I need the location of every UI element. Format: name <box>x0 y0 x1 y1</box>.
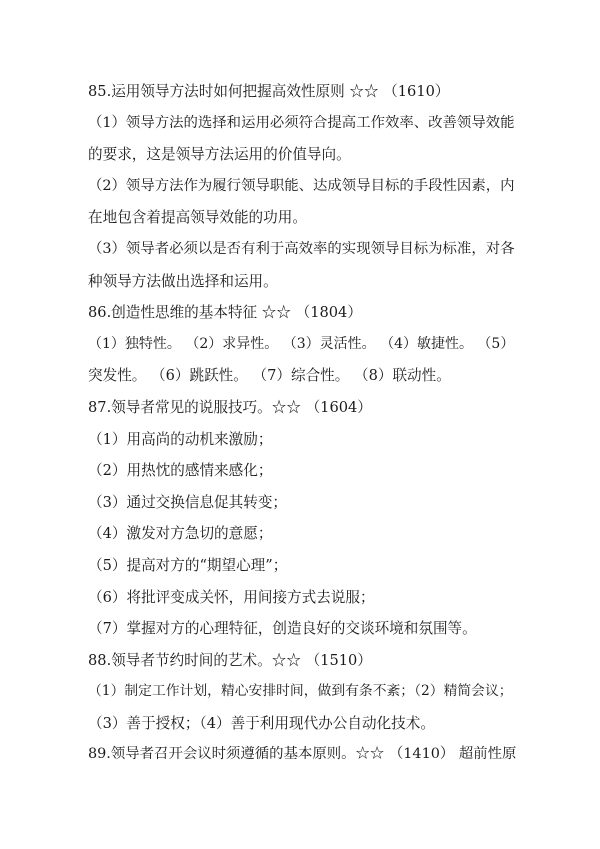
answer-85-line-3: （2）领导方法作为履行领导职能、达成领导目标的手段性因素，内 <box>88 177 515 194</box>
answer-88-line-2: （3）善于授权；（4）善于利用现代办公自动化技术。 <box>88 714 435 732</box>
answer-85-line-2: 的要求，这是领导方法运用的价值导向。 <box>88 146 351 164</box>
answer-86-line-2: 突发性。 （6）跳跃性。 （7）综合性。 （8）联动性。 <box>88 367 451 385</box>
answer-85-line-4: 在地包含着提高领导效能的功用。 <box>88 209 307 227</box>
question-88-heading: 88.领导者节约时间的艺术。☆☆ （1510） <box>88 651 372 669</box>
question-89-heading: 89.领导者召开会议时须遵循的基本原则。☆☆ （1410） 超前性原 <box>88 746 517 763</box>
answer-88-line-1: （1）制定工作计划，精心安排时间，做到有条不紊；（2）精简会议； <box>88 683 513 700</box>
answer-85-line-6: 种领导方法做出选择和运用。 <box>88 272 278 290</box>
answer-87-item-7: （7）掌握对方的心理特征，创造良好的交谈环境和氛围等。 <box>88 620 477 638</box>
question-86-heading: 86.创造性思维的基本特征 ☆☆ （1804） <box>88 304 362 322</box>
answer-87-item-6: （6）将批评变成关怀，用间接方式去说服； <box>88 588 375 606</box>
answer-87-item-3: （3）通过交换信息促其转变； <box>88 493 288 511</box>
answer-86-line-1: （1）独特性。 （2）求异性。 （3）灵活性。 （4）敏捷性。 （5） <box>88 335 515 352</box>
question-85-heading: 85.运用领导方法时如何把握高效性原则 ☆☆ （1610） <box>88 83 450 100</box>
answer-87-item-4: （4）激发对方急切的意愿； <box>88 525 273 543</box>
question-87-heading: 87.领导者常见的说服技巧。☆☆ （1604） <box>88 398 372 416</box>
answer-87-item-5: （5）提高对方的“期望心理”； <box>88 556 288 574</box>
answer-85-line-5: （3）领导者必须以是否有利于高效率的实现领导目标为标准，对各 <box>88 240 515 257</box>
answer-85-line-1: （1）领导方法的选择和运用必须符合提高工作效率、改善领导效能 <box>88 114 515 131</box>
answer-87-item-2: （2）用热忱的感情来感化； <box>88 462 273 480</box>
answer-87-item-1: （1）用高尚的动机来激励； <box>88 430 273 448</box>
document-body <box>88 76 518 771</box>
